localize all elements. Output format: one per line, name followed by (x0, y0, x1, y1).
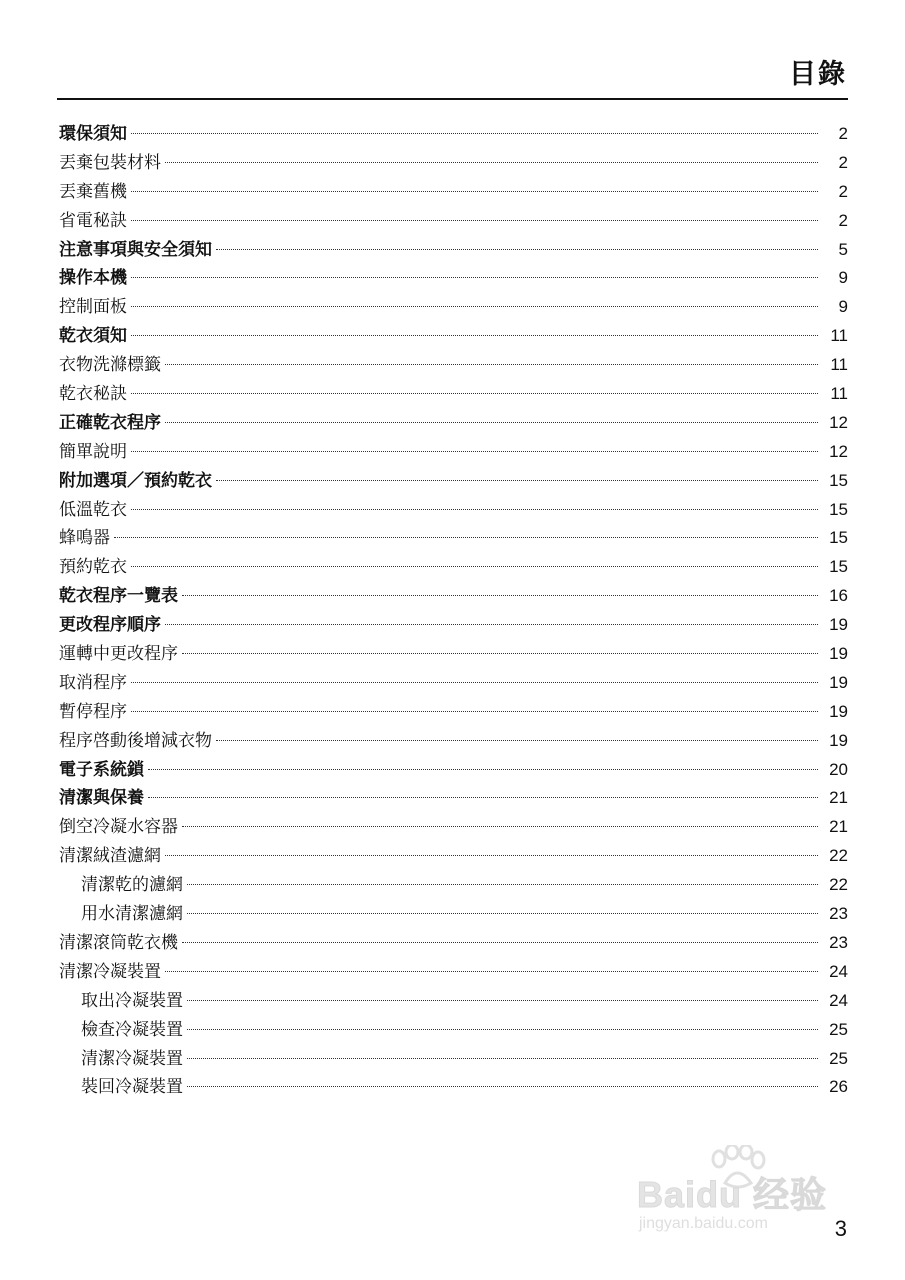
toc-entry-label: 清潔乾的濾網 (81, 875, 183, 896)
toc-entry-label: 丟棄舊機 (59, 181, 127, 202)
toc-entry-page: 2 (838, 181, 848, 201)
watermark-brand: Baidu 经验 (637, 1174, 828, 1215)
toc-entry-page: 24 (829, 961, 848, 981)
toc-entry-label: 電子系統鎖 (59, 759, 144, 780)
toc-entry-page: 9 (838, 297, 848, 317)
toc-entry-label: 乾衣秘訣 (59, 384, 127, 405)
dot-leader (148, 769, 818, 770)
dot-leader (131, 393, 818, 394)
page-title: 目錄 (789, 59, 847, 90)
toc-entry-page: 2 (838, 124, 848, 143)
toc-entry[interactable] (59, 698, 848, 727)
toc-entry[interactable] (59, 293, 848, 322)
title-divider (57, 98, 848, 100)
toc-entry[interactable] (59, 669, 848, 698)
toc-entry[interactable] (59, 987, 848, 1016)
toc-entry-label: 檢查冷凝裝置 (81, 1019, 183, 1040)
toc-entry[interactable] (59, 322, 848, 351)
toc-entry-page: 23 (829, 932, 848, 952)
toc-entry-label: 操作本機 (59, 268, 127, 289)
dot-leader (187, 1086, 818, 1087)
toc-entry-label: 取出冷凝裝置 (81, 990, 183, 1011)
baidu-watermark (637, 1145, 847, 1245)
dot-leader (131, 711, 818, 712)
toc-entry-page: 19 (829, 701, 848, 721)
toc-entry-label: 倒空冷凝水容器 (59, 817, 178, 838)
toc-entry-label: 運轉中更改程序 (59, 644, 178, 665)
toc-entry-label: 裝回冷凝裝置 (81, 1077, 183, 1098)
toc-entry-page: 19 (829, 730, 848, 750)
dot-leader (165, 162, 818, 163)
toc-entry-page: 11 (830, 384, 848, 404)
toc-entry-label: 清潔滾筒乾衣機 (59, 932, 178, 953)
toc-entry[interactable] (59, 467, 848, 496)
toc-entry-label: 用水清潔濾網 (81, 904, 183, 925)
dot-leader (165, 624, 818, 625)
toc-entry-page: 2 (838, 152, 848, 172)
toc-entry[interactable] (59, 438, 848, 467)
toc-entry[interactable] (59, 178, 848, 207)
toc-entry-page: 2 (838, 210, 848, 230)
toc-entry-page: 25 (829, 1019, 848, 1039)
table-of-contents (59, 120, 848, 1102)
toc-entry[interactable] (59, 756, 848, 785)
dot-leader (165, 422, 818, 423)
dot-leader (131, 220, 818, 221)
toc-entry-label: 環保須知 (59, 124, 127, 144)
toc-entry-page: 9 (838, 268, 848, 288)
dot-leader (165, 855, 818, 856)
toc-entry-label: 衣物洗滌標籤 (59, 355, 161, 376)
toc-entry-label: 預約乾衣 (59, 557, 127, 578)
toc-entry[interactable] (59, 524, 848, 553)
dot-leader (187, 1000, 818, 1001)
toc-entry-label: 低溫乾衣 (59, 499, 127, 520)
toc-entry-page: 25 (829, 1048, 848, 1068)
watermark-url: jingyan.baidu.com (639, 1215, 768, 1232)
dot-leader (216, 249, 818, 250)
toc-entry-label: 清潔冷凝裝置 (81, 1048, 183, 1069)
toc-entry-label: 更改程序順序 (59, 615, 161, 636)
toc-entry-page: 24 (829, 990, 848, 1010)
toc-entry[interactable] (59, 149, 848, 178)
toc-entry[interactable] (59, 813, 848, 842)
toc-entry-page: 22 (829, 846, 848, 866)
dot-leader (148, 797, 818, 798)
toc-entry-page: 26 (829, 1077, 848, 1097)
toc-entry-page: 21 (829, 817, 848, 837)
dot-leader (165, 364, 818, 365)
toc-entry[interactable] (59, 727, 848, 756)
toc-entry[interactable] (59, 784, 848, 813)
toc-entry-page: 22 (829, 875, 848, 895)
toc-entry-page: 23 (829, 904, 848, 924)
toc-entry[interactable] (59, 871, 848, 900)
toc-entry[interactable] (59, 207, 848, 236)
dot-leader (131, 335, 818, 336)
toc-entry[interactable] (59, 900, 848, 929)
toc-entry-label: 簡單說明 (59, 441, 127, 462)
toc-entry[interactable] (59, 380, 848, 409)
toc-entry-page: 19 (829, 615, 848, 635)
dot-leader (131, 682, 818, 683)
toc-entry-label: 清潔絨渣濾網 (59, 846, 161, 867)
toc-entry-page: 12 (829, 412, 848, 432)
dot-leader (187, 884, 818, 885)
toc-entry-page: 15 (829, 499, 848, 519)
page-number: 3 (834, 1216, 847, 1241)
dot-leader (182, 595, 818, 596)
toc-entry[interactable] (59, 1073, 848, 1102)
toc-entry-label: 蜂鳴器 (59, 528, 110, 549)
toc-entry[interactable] (59, 264, 848, 293)
toc-entry-label: 取消程序 (59, 672, 127, 693)
dot-leader (131, 306, 818, 307)
toc-entry-page: 5 (838, 239, 848, 259)
dot-leader (187, 1058, 818, 1059)
toc-entry[interactable] (59, 582, 848, 611)
toc-entry[interactable] (59, 611, 848, 640)
toc-entry-page: 11 (830, 355, 848, 375)
toc-entry-label: 程序啓動後增減衣物 (59, 730, 212, 751)
toc-entry-page: 15 (829, 470, 848, 490)
toc-entry[interactable] (59, 640, 848, 669)
toc-entry-label: 附加選項／預約乾衣 (59, 470, 212, 491)
paw-icon (707, 1145, 767, 1189)
toc-entry[interactable] (59, 929, 848, 958)
dot-leader (182, 826, 818, 827)
toc-entry-page: 19 (829, 672, 848, 692)
dot-leader (114, 537, 818, 538)
toc-entry[interactable] (59, 236, 848, 265)
dot-leader (187, 1029, 818, 1030)
toc-entry[interactable] (59, 553, 848, 582)
toc-entry[interactable] (59, 1016, 848, 1045)
toc-entry[interactable] (59, 496, 848, 525)
toc-entry-page: 20 (829, 759, 848, 779)
dot-leader (182, 653, 818, 654)
toc-entry[interactable] (59, 120, 848, 149)
toc-entry[interactable] (59, 1045, 848, 1074)
toc-entry-label: 丟棄包裝材料 (59, 152, 161, 173)
dot-leader (216, 740, 818, 741)
dot-leader (131, 566, 818, 567)
toc-entry-page: 16 (829, 586, 848, 606)
toc-entry-label: 暫停程序 (59, 701, 127, 722)
toc-entry-label: 正確乾衣程序 (59, 412, 161, 433)
dot-leader (165, 971, 818, 972)
toc-entry[interactable] (59, 842, 848, 871)
toc-entry-page: 21 (829, 788, 848, 808)
toc-entry[interactable] (59, 351, 848, 380)
toc-entry-label: 控制面板 (59, 297, 127, 318)
toc-entry[interactable] (59, 958, 848, 987)
toc-entry-page: 19 (829, 644, 848, 664)
toc-entry-label: 清潔冷凝裝置 (59, 961, 161, 982)
dot-leader (182, 942, 818, 943)
toc-entry-page: 15 (829, 557, 848, 577)
toc-entry-page: 12 (829, 441, 848, 461)
toc-entry-label: 省電秘訣 (59, 210, 127, 231)
toc-entry-label: 清潔與保養 (59, 788, 144, 809)
toc-entry-label: 乾衣程序一覽表 (59, 586, 178, 607)
dot-leader (216, 480, 818, 481)
dot-leader (131, 133, 818, 134)
dot-leader (131, 509, 818, 510)
dot-leader (131, 451, 818, 452)
dot-leader (131, 191, 818, 192)
toc-entry-label: 乾衣須知 (59, 326, 127, 347)
toc-entry-page: 11 (830, 326, 848, 346)
toc-entry-label: 注意事項與安全須知 (59, 239, 212, 260)
dot-leader (131, 277, 818, 278)
toc-entry-page: 15 (829, 528, 848, 548)
toc-entry[interactable] (59, 409, 848, 438)
dot-leader (187, 913, 818, 914)
